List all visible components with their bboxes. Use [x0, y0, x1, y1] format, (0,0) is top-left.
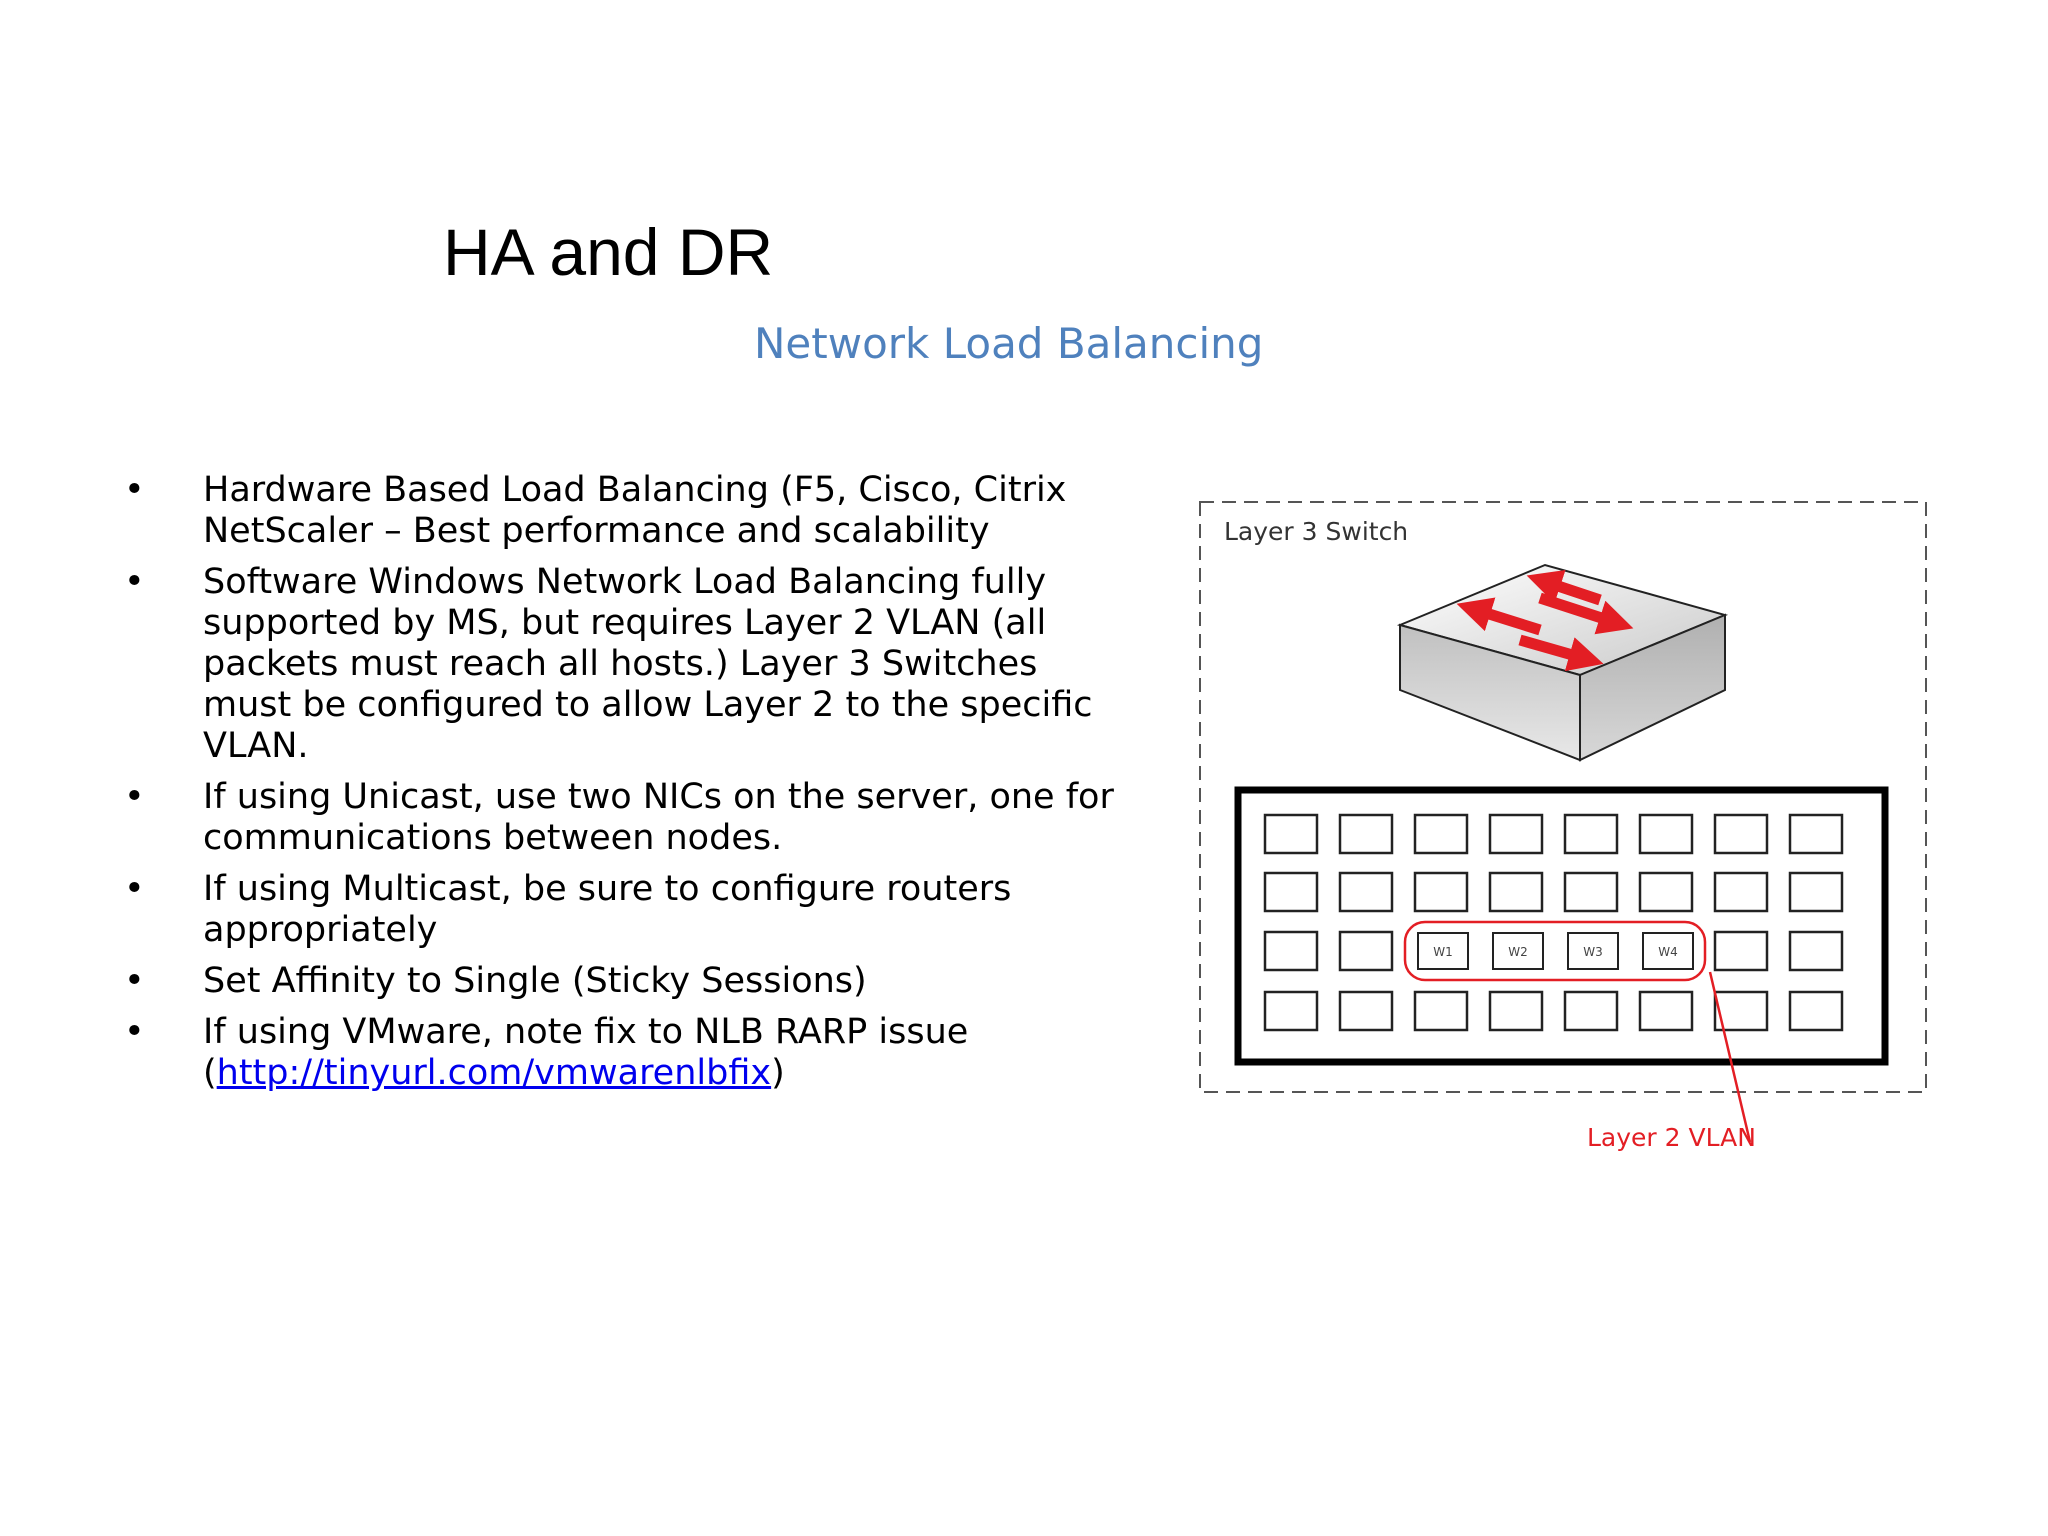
bullet-item: [120, 1012, 1120, 1094]
bullet-icon: •: [124, 562, 145, 602]
link-open-paren: (: [203, 1053, 217, 1093]
bullet-item: [120, 869, 1120, 951]
bullet-icon: •: [124, 869, 145, 909]
bullet-item: [120, 470, 1120, 552]
vlan-label: Layer 2 VLAN: [1587, 1123, 1756, 1152]
port-label-w2: W2: [1508, 945, 1528, 959]
bullet-icon: •: [124, 1012, 145, 1052]
bullet-text: If using Unicast, use two NICs on the server, one for communications between nodes.: [203, 777, 1114, 858]
bullet-list: [120, 470, 1120, 1104]
bullet-text: Set Affinity to Single (Sticky Sessions): [203, 961, 867, 1001]
bullet-text: If using Multicast, be sure to configure routers appropriately: [203, 869, 1012, 950]
port-panel: [1238, 790, 1885, 1062]
vmware-fix-link[interactable]: http://tinyurl.com/vmwarenlbfix: [216, 1053, 772, 1093]
network-diagram: [1190, 490, 1950, 1170]
slide-title: HA and DR: [443, 215, 774, 289]
bullet-text: Hardware Based Load Balancing (F5, Cisco, Citrix NetScaler – Best performance and scalability: [203, 470, 1067, 551]
switch-icon: [1400, 565, 1725, 760]
port-label-w1: W1: [1433, 945, 1453, 959]
bullet-icon: •: [124, 961, 145, 1001]
bullet-item: [120, 777, 1120, 859]
vlan-ports: [1418, 933, 1693, 969]
bullet-item: [120, 961, 1120, 1002]
slide-subtitle: Network Load Balancing: [754, 319, 1264, 368]
switch-label: Layer 3 Switch: [1224, 517, 1409, 546]
port-label-w4: W4: [1658, 945, 1678, 959]
bullet-icon: •: [124, 777, 145, 817]
bullet-item: [120, 562, 1120, 767]
bullet-icon: •: [124, 470, 145, 510]
bullet-text: Software Windows Network Load Balancing fully supported by MS, but requires Layer 2 VLAN (all packets must reach all hosts.) Layer 3 Switches must be configured to allow Layer 2 to the specific VLAN.: [203, 562, 1093, 766]
bullet-text: If using VMware, note fix to NLB RARP issue: [203, 1012, 969, 1052]
link-close-paren: ): [771, 1053, 785, 1093]
port-label-w3: W3: [1583, 945, 1603, 959]
